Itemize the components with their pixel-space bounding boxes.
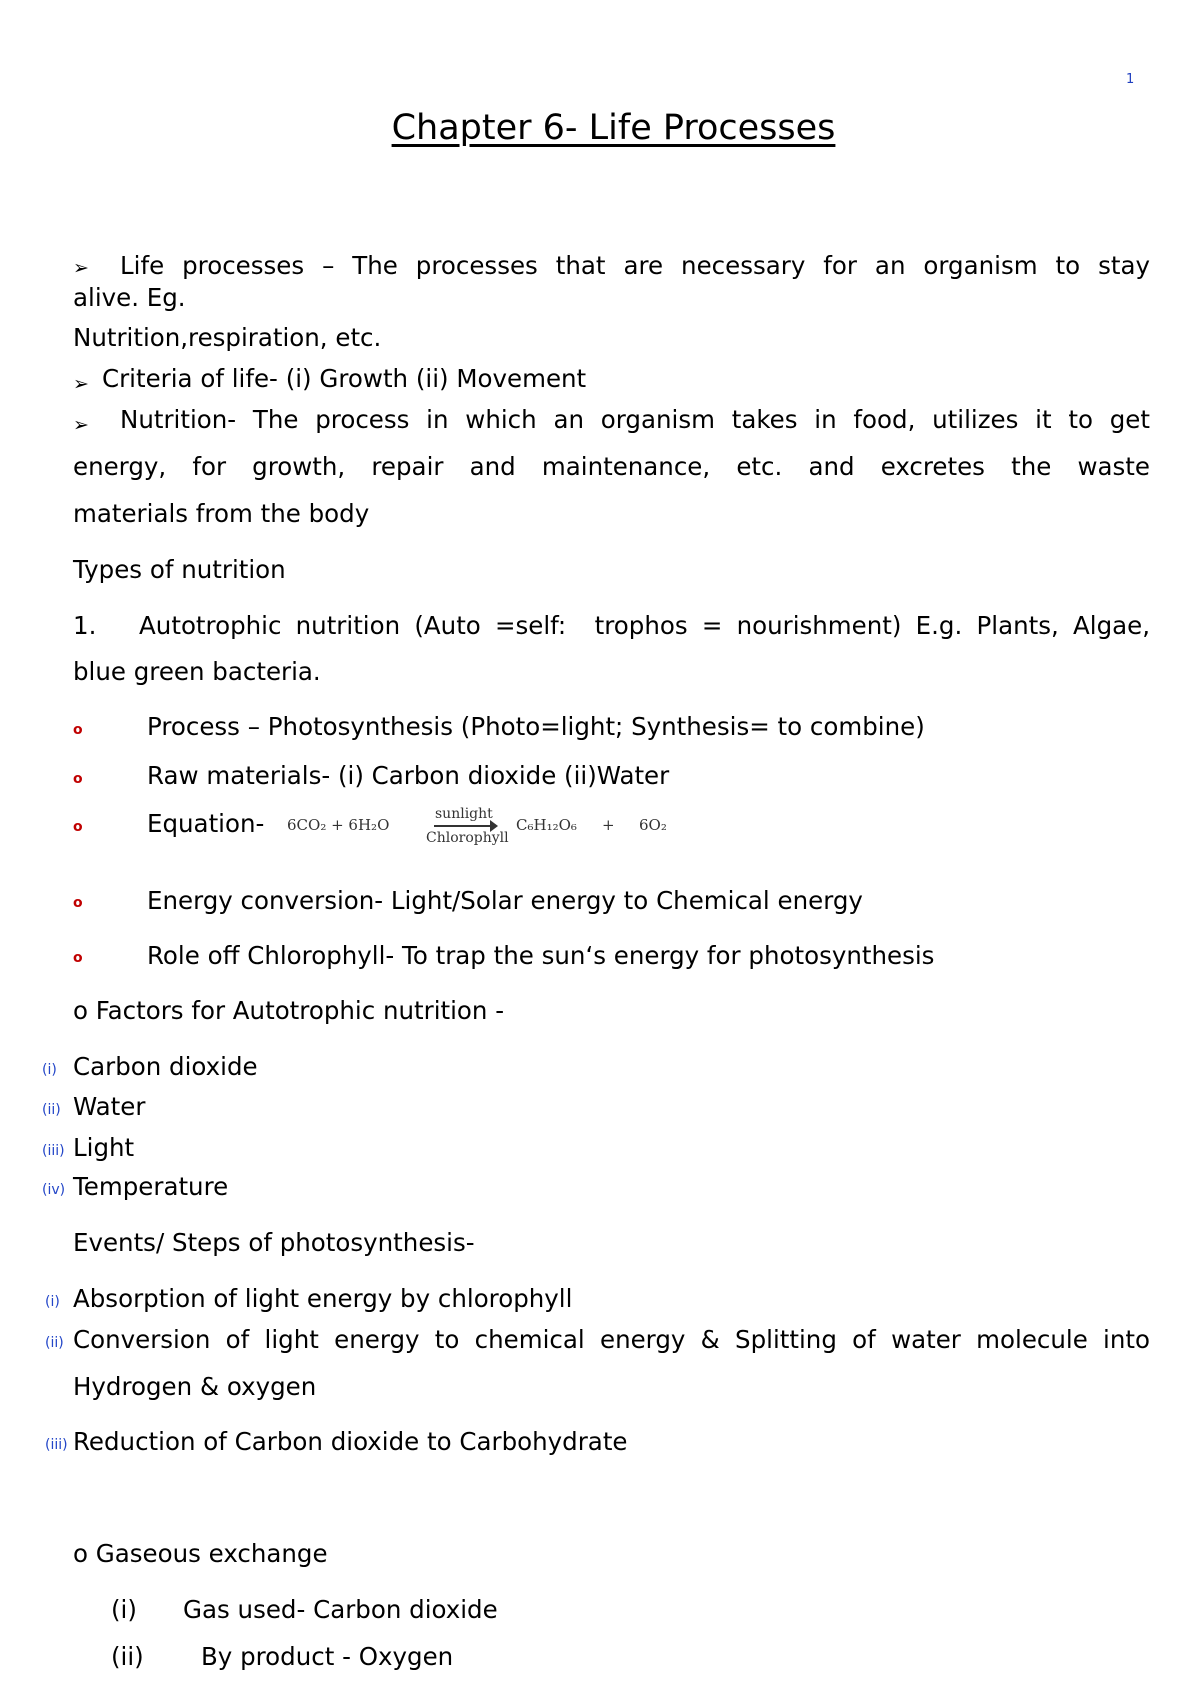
gaseous-item: Gas used- Carbon dioxide (183, 1595, 498, 1624)
gaseous-marker: (i) (111, 1595, 137, 1624)
page-number: 1 (1126, 72, 1135, 87)
gaseous-item: By product - Oxygen (201, 1642, 454, 1671)
equation-sunlight: sunlight (435, 806, 493, 822)
equation-label: Equation- (147, 809, 265, 838)
roman-marker: (ii) (42, 1102, 61, 1118)
roman-marker: (ii) (45, 1335, 64, 1351)
page-title: Chapter 6- Life Processes (391, 108, 836, 148)
life-processes-line1: Life processes – The processes that are necessary for an organism to stay (120, 251, 1150, 280)
types-heading: Types of nutrition (73, 555, 286, 584)
life-processes-line2: alive. Eg. (73, 283, 186, 312)
equation-product-oxygen: 6O₂ (639, 816, 667, 834)
chlorophyll-role-point: Role off Chlorophyll- To trap the sun‘s energy for photosynthesis (147, 941, 935, 970)
factor-item: Temperature (73, 1172, 229, 1201)
red-bullet-icon: o (73, 895, 83, 911)
bullet-arrow-icon: ➢ (73, 414, 89, 436)
gaseous-marker: (ii) (111, 1642, 144, 1671)
roman-marker: (iii) (42, 1143, 65, 1159)
step-item-2-line1: Conversion of light energy to chemical energy & Splitting of water molecule into (73, 1325, 1150, 1354)
equation-chlorophyll: Chlorophyll (426, 830, 509, 846)
step-item-1: Absorption of light energy by chlorophyll (73, 1284, 573, 1313)
red-bullet-icon: o (73, 819, 83, 835)
roman-marker: (iii) (45, 1437, 68, 1453)
step-item-3: Reduction of Carbon dioxide to Carbohydrate (73, 1427, 628, 1456)
factors-heading: o Factors for Autotrophic nutrition - (73, 996, 505, 1025)
gaseous-heading: o Gaseous exchange (73, 1539, 328, 1568)
equation-reactants: 6CO₂ + 6H₂O (287, 816, 390, 834)
nutrition-line3: materials from the body (73, 499, 370, 528)
bullet-arrow-icon: ➢ (73, 373, 89, 395)
nutrition-line2: energy, for growth, repair and maintenance, etc. and excretes the waste (73, 452, 1150, 481)
energy-conversion-point: Energy conversion- Light/Solar energy to Chemical energy (147, 886, 863, 915)
raw-materials-point: Raw materials- (i) Carbon dioxide (ii)Water (147, 761, 670, 790)
roman-marker: (i) (45, 1294, 60, 1310)
autotrophic-line1: 1. Autotrophic nutrition (Auto =self: trophos = nourishment) E.g. Plants, Algae, (73, 611, 1150, 640)
roman-marker: (iv) (42, 1182, 66, 1198)
factor-item: Water (73, 1092, 146, 1121)
factor-item: Carbon dioxide (73, 1052, 258, 1081)
roman-marker: (i) (42, 1062, 57, 1078)
equation-product-glucose: C₆H₁₂O₆ (516, 816, 577, 834)
red-bullet-icon: o (73, 722, 83, 738)
bullet-arrow-icon: ➢ (73, 257, 89, 279)
reaction-arrow (434, 825, 494, 827)
steps-heading: Events/ Steps of photosynthesis- (73, 1228, 475, 1257)
criteria-of-life: Criteria of life- (i) Growth (ii) Movement (102, 364, 587, 393)
life-processes-line3: Nutrition,respiration, etc. (73, 323, 382, 352)
factor-item: Light (73, 1133, 135, 1162)
red-bullet-icon: o (73, 950, 83, 966)
autotrophic-line2: blue green bacteria. (73, 657, 321, 686)
nutrition-line1: Nutrition- The process in which an organism takes in food, utilizes it to get (120, 405, 1150, 434)
process-point: Process – Photosynthesis (Photo=light; Synthesis= to combine) (147, 712, 925, 741)
equation-plus: + (602, 816, 615, 834)
red-bullet-icon: o (73, 771, 83, 787)
step-item-2-line2: Hydrogen & oxygen (73, 1372, 317, 1401)
